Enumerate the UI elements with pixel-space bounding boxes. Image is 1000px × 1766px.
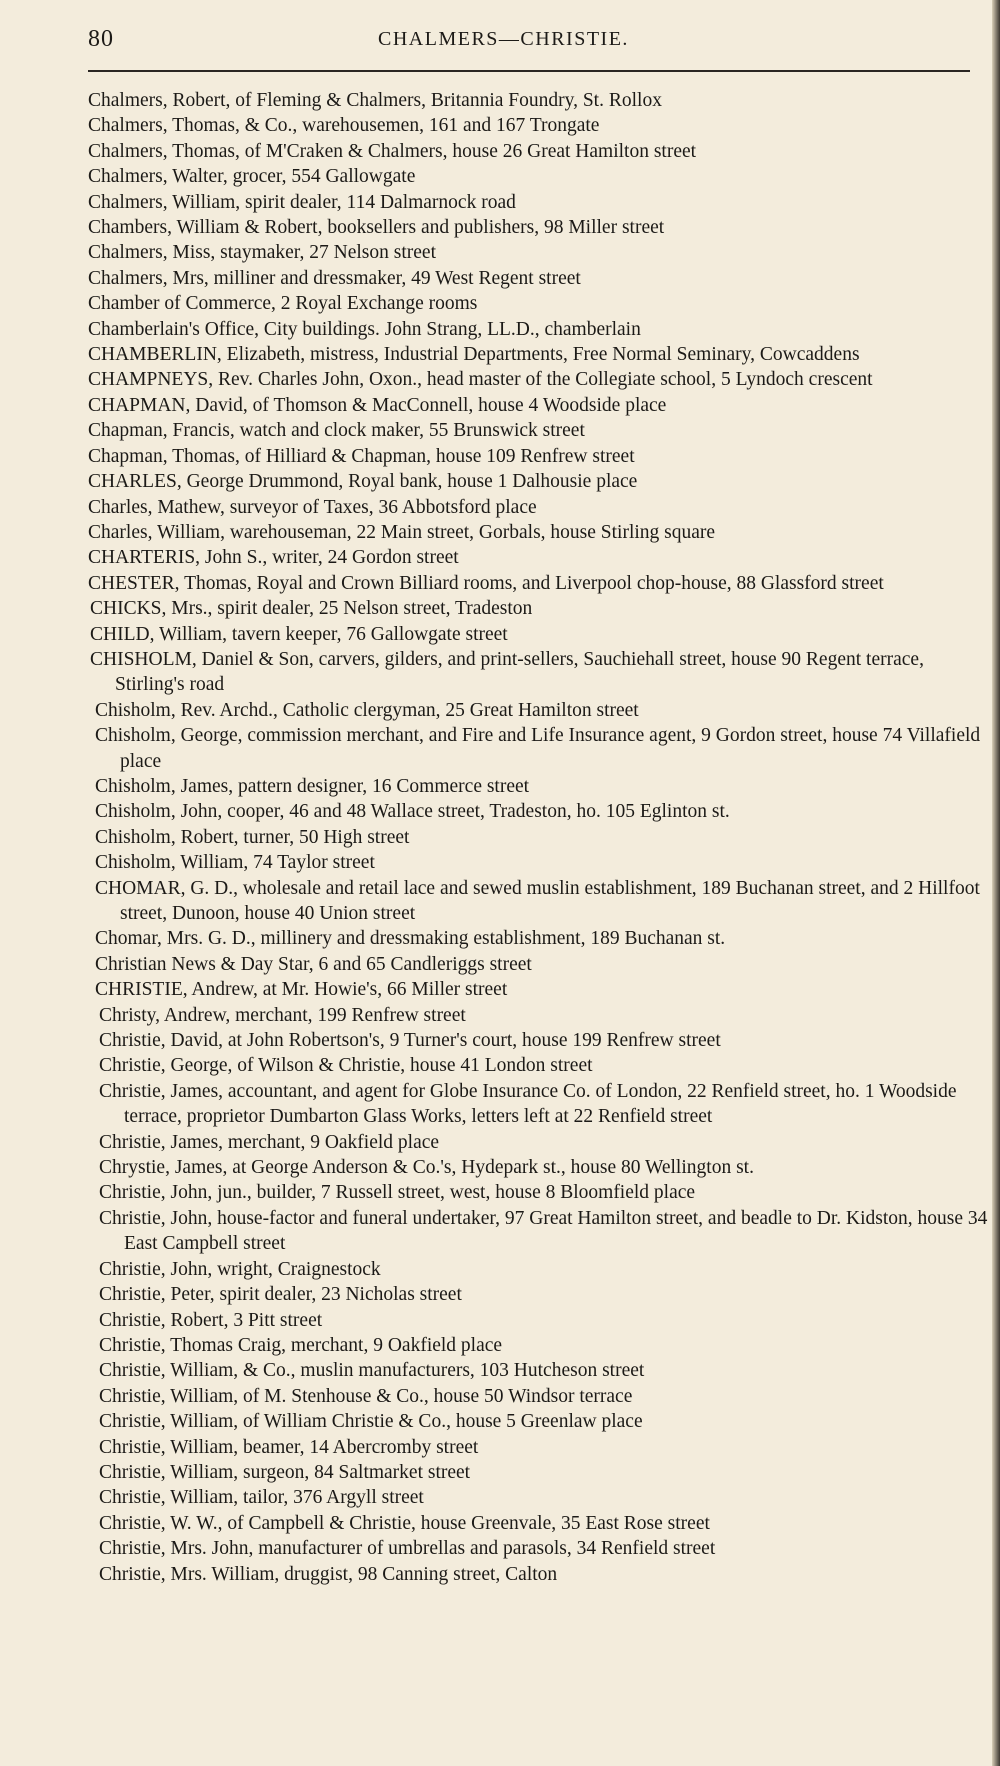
directory-entry: Christie, Thomas Craig, merchant, 9 Oakfield place: [99, 1334, 503, 1356]
directory-entry: CHRISTIE, Andrew, at Mr. Howie's, 66 Miller street: [95, 979, 508, 1001]
directory-entry: Christie, William, beamer, 14 Abercromby street: [99, 1436, 479, 1458]
directory-entry: Christie, William, of M. Stenhouse & Co., house 50 Windsor terrace: [99, 1385, 633, 1407]
directory-entry: Chalmers, Miss, staymaker, 27 Nelson street: [88, 242, 436, 264]
directory-entry: Charles, Mathew, surveyor of Taxes, 36 Abbotsford place: [88, 496, 537, 518]
directory-entry: Christie, David, at John Robertson's, 9 Turner's court, house 199 Renfrew street: [99, 1030, 721, 1052]
directory-entry: Chamber of Commerce, 2 Royal Exchange rooms: [88, 293, 478, 315]
directory-entry: CHARTERIS, John S., writer, 24 Gordon street: [88, 547, 459, 569]
directory-entry: Christie, James, accountant, and agent for Globe Insurance Co. of London, 22 Renfield street, ho. 1 Woodside terrace, proprietor Dumbarton Glass Works, letters left at 22 Renfield street: [99, 1080, 957, 1128]
page-number: 80: [88, 26, 114, 52]
directory-entry: Christie, Robert, 3 Pitt street: [99, 1309, 323, 1331]
directory-entry: Christie, George, of Wilson & Christie, house 41 London street: [99, 1055, 593, 1077]
directory-entry: Chisholm, William, 74 Taylor street: [95, 852, 375, 874]
directory-entry: CHARLES, George Drummond, Royal bank, house 1 Dalhousie place: [88, 471, 638, 493]
directory-entries: [88, 88, 990, 1587]
directory-entry: Christie, William, surgeon, 84 Saltmarket street: [99, 1461, 471, 1483]
directory-entry: Christie, William, of William Christie & Co., house 5 Greenlaw place: [99, 1411, 643, 1433]
directory-entry: Christie, W. W., of Campbell & Christie, house Greenvale, 35 East Rose street: [99, 1512, 710, 1534]
directory-entry: Chapman, Thomas, of Hilliard & Chapman, house 109 Renfrew street: [88, 445, 635, 467]
directory-entry: Chalmers, Robert, of Fleming & Chalmers, Britannia Foundry, St. Rollox: [88, 90, 662, 111]
running-head: CHALMERS—CHRISTIE.: [378, 28, 629, 50]
directory-entry: Christy, Andrew, merchant, 199 Renfrew street: [99, 1004, 466, 1026]
directory-entry: Christie, John, wright, Craignestock: [99, 1258, 381, 1280]
directory-entry: CHAMBERLIN, Elizabeth, mistress, Industrial Departments, Free Normal Seminary, Cowcaddens: [88, 344, 860, 366]
directory-entry: Christie, Peter, spirit dealer, 23 Nicholas street: [99, 1284, 462, 1306]
directory-entry: Charles, William, warehouseman, 22 Main street, Gorbals, house Stirling square: [88, 521, 716, 543]
directory-entry: Chalmers, William, spirit dealer, 114 Dalmarnock road: [88, 191, 516, 213]
directory-entry: Chisholm, George, commission merchant, and Fire and Life Insurance agent, 9 Gordon street, house 74 Villafield place: [95, 725, 981, 772]
header-rule: [88, 70, 970, 72]
directory-entry: Christie, William, tailor, 376 Argyll street: [99, 1487, 424, 1509]
directory-entry: Christie, Mrs. John, manufacturer of umbrellas and parasols, 34 Renfield street: [99, 1538, 716, 1560]
directory-entry: CHICKS, Mrs., spirit dealer, 25 Nelson street, Tradeston: [90, 598, 533, 620]
directory-entry: CHOMAR, G. D., wholesale and retail lace and sewed muslin establishment, 189 Buchanan street, and 2 Hillfoot street, Dunoon, house 40 Union street: [95, 877, 980, 924]
directory-entry: CHAMPNEYS, Rev. Charles John, Oxon., head master of the Collegiate school, 5 Lyndoch crescent: [88, 369, 873, 391]
directory-entry: CHAPMAN, David, of Thomson & MacConnell, house 4 Woodside place: [88, 394, 667, 416]
directory-entry: Christie, John, house-factor and funeral undertaker, 97 Great Hamilton street, and beadle to Dr. Kidston, house 34 East Campbell street: [99, 1207, 988, 1255]
directory-entry: CHISHOLM, Daniel & Son, carvers, gilders, and print-sellers, Sauchiehall street, house 90 Regent terrace, Stirling's road: [90, 648, 924, 696]
directory-entry: Christie, James, merchant, 9 Oakfield place: [99, 1131, 440, 1153]
directory-entry: Chomar, Mrs. G. D., millinery and dressmaking establishment, 189 Buchanan st.: [95, 928, 726, 950]
directory-entry: Chisholm, Rev. Archd., Catholic clergyman, 25 Great Hamilton street: [95, 699, 639, 721]
directory-entry: Chalmers, Walter, grocer, 554 Gallowgate: [88, 166, 416, 188]
directory-entry: CHILD, William, tavern keeper, 76 Gallowgate street: [90, 623, 508, 645]
directory-entry: Christian News & Day Star, 6 and 65 Candleriggs street: [95, 953, 532, 975]
directory-entry: Chalmers, Mrs, milliner and dressmaker, 49 West Regent street: [88, 267, 581, 289]
directory-entry: Chambers, William & Robert, booksellers and publishers, 98 Miller street: [88, 217, 665, 239]
directory-entry: Christie, John, jun., builder, 7 Russell street, west, house 8 Bloomfield place: [99, 1182, 696, 1204]
page-gutter: [992, 0, 1000, 1766]
page-header: [88, 20, 968, 60]
directory-entry: Chisholm, John, cooper, 46 and 48 Wallace street, Tradeston, ho. 105 Eglinton st.: [95, 801, 730, 823]
directory-entry: Chalmers, Thomas, of M'Craken & Chalmers, house 26 Great Hamilton street: [88, 140, 697, 162]
directory-entry: Christie, William, & Co., muslin manufacturers, 103 Hutcheson street: [99, 1360, 645, 1382]
directory-entry: Chalmers, Thomas, & Co., warehousemen, 161 and 167 Trongate: [88, 115, 600, 137]
directory-entry: Chapman, Francis, watch and clock maker, 55 Brunswick street: [88, 420, 585, 442]
directory-entry: Chisholm, Robert, turner, 50 High street: [95, 826, 410, 848]
directory-entry: Chrystie, James, at George Anderson & Co.'s, Hydepark st., house 80 Wellington st.: [99, 1157, 754, 1179]
directory-entry: CHESTER, Thomas, Royal and Crown Billiard rooms, and Liverpool chop-house, 88 Glassford street: [88, 572, 884, 594]
directory-entry: Christie, Mrs. William, druggist, 98 Canning street, Calton: [99, 1563, 558, 1585]
directory-entry: Chisholm, James, pattern designer, 16 Commerce street: [95, 775, 530, 797]
directory-entry: Chamberlain's Office, City buildings. John Strang, LL.D., chamberlain: [88, 318, 641, 340]
